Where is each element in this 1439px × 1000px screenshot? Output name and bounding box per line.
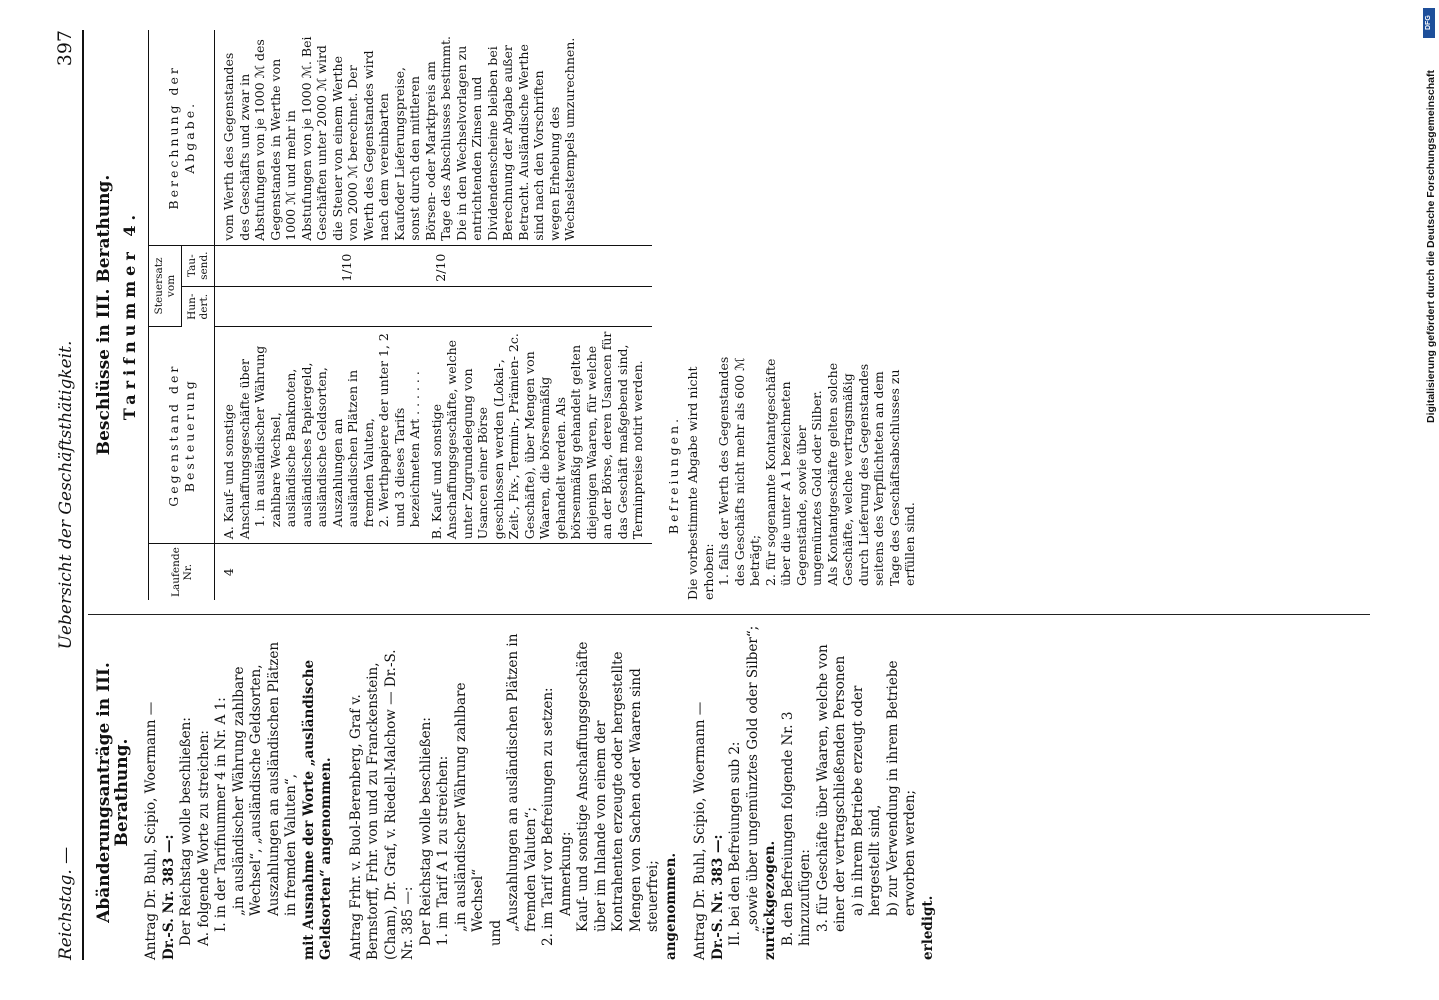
befreiung-1: 1. falls der Werth des Gegenstandes des Geschäfts nicht mehr als 600 ℳ beträgt;: [716, 356, 762, 586]
col-header-steuersatz: Steuersatz vom: [149, 245, 182, 327]
row-nr: 4: [221, 568, 236, 577]
text-line: „sowie über ungemünztes Gold oder Silber“;: [744, 625, 761, 932]
text-line: mit Ausnahme der Worte „ausländische Geldsorten“ angenommen.: [300, 659, 334, 960]
text-line: Antrag Dr. Buhl, Scipio, Woermann —: [143, 701, 159, 960]
befreiung-2-note: Als Kontantgeschäfte gelten solche Geschäfte, welche vertragsmäßig durch Lieferung des Gegenstandes seitens des Verpflichteten an dem Tage des Geschäftsabschlusses zu erfüllen sind.: [824, 362, 917, 586]
text-line: II. bei den Befreiungen sub 2:: [727, 741, 743, 946]
befreiung-2: 2. für sogenannte Kontantgeschäfte über die unter A 1 bezeichneten Gegenstände, sowie über ungemünztes Gold oder Silber.: [762, 358, 824, 586]
item-a2: 2. Werthpapiere der unter 1, 2 und 3 dieses Tarifs bezeichneten Art . . . . . .: [376, 333, 422, 528]
text-line: angenommen.: [662, 852, 679, 960]
item-b: B. Kauf- und sonstige Anschaffungsgeschäfte, welche unter Zugrundelegung von Usancen einer Börse geschlossen werden (Lokal-, Zeit-, Fix-, Termin-, Prämien- 2c. Geschäfte), über Mengen von Waaren, die börsenmäßig gehandelt werden. Als börsenmäßig gehandelt gelten diejenigen Waaren, für welche an der Börse, deren Usancen für das Geschäft maßgebend sind, Terminpreise notirt werden.: [428, 331, 645, 540]
dfg-logo: DFG: [1423, 8, 1435, 38]
text-line: Dr.-S. Nr. 383 —:: [709, 834, 726, 960]
text-line: erledigt.: [919, 895, 936, 960]
margin-note: [1421, 0, 1439, 1000]
right-column-title: Beschlüsse in III. Berathung.: [94, 174, 114, 456]
margin-note-text: Digitalisierung gefördert durch die Deutsche Forschungsgemeinschaft: [1425, 70, 1437, 423]
text-line: 2. im Tarif vor Befreiungen zu setzen:: [540, 687, 556, 946]
rate-a: 1/10: [339, 253, 354, 282]
text-line: zurückgezogen.: [762, 840, 778, 960]
text-line: b) zur Verwendung in ihrem Betriebe erworben werden;: [884, 660, 918, 916]
left-column-text: [143, 625, 937, 960]
table-row: [215, 30, 652, 600]
tarif-table: [148, 30, 652, 600]
tarif-title: Tarifnummer 4.: [120, 209, 139, 421]
text-line: Antrag Dr. Buhl, Scipio, Woermann —: [692, 701, 708, 960]
left-column-title: Abänderungsanträge in III. Berathung.: [94, 662, 132, 923]
spacer: [336, 625, 348, 960]
col-header-tausend: Tau- send.: [182, 245, 215, 286]
text-line: Dr.-S. Nr. 383 —:: [160, 834, 177, 960]
text-line: Anmerkung:: [557, 831, 574, 916]
text-line: a) in ihrem Betriebe erzeugt oder hergestellt sind,: [849, 685, 883, 916]
page-number: 397: [54, 30, 76, 67]
text-line: „in ausländischer Währung zahlbare Wechsel“, „ausländische Geldsorten, Auszahlungen an ausländischen Plätzen in fremden Valuten“,: [230, 641, 299, 916]
text-line: Kauf- und sonstige Anschaffungsgeschäfte über im Inlande von einem der Kontrahenten erzeugte oder hergestellte Mengen von Sachen oder Waaren sind steuerfrei;: [575, 641, 661, 932]
header-left: Reichstag. —: [56, 846, 76, 960]
befreiungen-title: Befreiungen.: [665, 415, 681, 535]
text-line: und: [487, 919, 504, 946]
text-line: I. in der Tarifnummer 4 in Nr. A 1:: [213, 697, 229, 932]
col-header-hundert: Hun- dert.: [182, 286, 215, 327]
text-line: A. folgende Worte zu streichen:: [195, 730, 212, 946]
befreiungen: [666, 350, 918, 600]
col-header-nr: Laufende Nr.: [149, 544, 215, 600]
text-line: Antrag Frhr. v. Buol-Berenberg, Graf v. Bernstorff, Frhr. von und zu Franckenstein, (Cham), Dr. Graf, v. Riedell-Malchow — Dr.-S. Nr. 385 —:: [347, 649, 416, 960]
rate-b: 2/10: [432, 253, 448, 282]
text-line: 3. für Geschäfte über Waaren, welche von einer der vertragschließenden Personen: [814, 644, 848, 932]
col-header-gegenstand: Gegenstand der Besteuerung: [149, 327, 215, 544]
col-header-berechnung: Berechnung der Abgabe.: [149, 30, 215, 245]
text-line: 1. im Tarif A 1 zu streichen:: [435, 755, 451, 946]
text-line: Der Reichstag wolle beschließen:: [417, 717, 434, 946]
row-berechnung: vom Werth des Gegenstandes des Geschäfts und zwar in Abstufungen von je 1000 ℳ des Gegenstandes in Werthe von 1000 ℳ und mehr in Abstufungen von je 1000 ℳ. Bei Geschäften unter 2000 ℳ wird die Steuer von einem Werthe von 2000 ℳ berechnet. Der Werth des Gegenstandes wird nach dem vereinbarten Kaufoder Lieferungspreise, sonst durch den mittleren Börsen- oder Marktpreis am Tage des Abschlusses bestimmt. Die in den Wechselvorlagen zu entrichtenden Zinsen und Dividendenscheine bleiben bei Berechnung der Abgabe außer Betracht. Ausländische Werthe sind nach den Vorschriften wegen Erhebung des Wechselstempels umzurechnen.: [215, 30, 652, 245]
left-column: [96, 625, 937, 960]
item-a1: 1. in ausländischer Währung zahlbare Wechsel, ausländische Banknoten, ausländisches Papiergeld, ausländische Geldsorten, Auszahlungen an ausländischen Plätzen in fremden Valuten,: [252, 345, 376, 528]
row-gegenstand: [215, 327, 652, 544]
page-header: [30, 30, 84, 960]
befreiungen-intro: Die vorbestimmte Abgabe wird nicht erhoben:: [685, 366, 716, 600]
column-divider: [88, 614, 1370, 615]
item-a: A. Kauf- und sonstige Anschaffungsgeschäfte über: [221, 359, 252, 540]
rate-hundert: [215, 286, 652, 327]
right-column: [96, 30, 918, 600]
text-line: „Auszahlungen an ausländischen Plätzen in fremden Valuten“;: [505, 633, 539, 932]
text-line: Der Reichstag wolle beschließen:: [178, 717, 194, 946]
text-line: B. den Befreiungen folgende Nr. 3 hinzuzufügen:: [779, 711, 813, 946]
header-center: Uebersicht der Geschäftsthätigkeit.: [56, 340, 76, 650]
text-line: „in ausländischer Währung zahlbare Wechsel“: [452, 682, 486, 932]
rate-tausend: [215, 245, 652, 286]
spacer: [680, 625, 692, 960]
